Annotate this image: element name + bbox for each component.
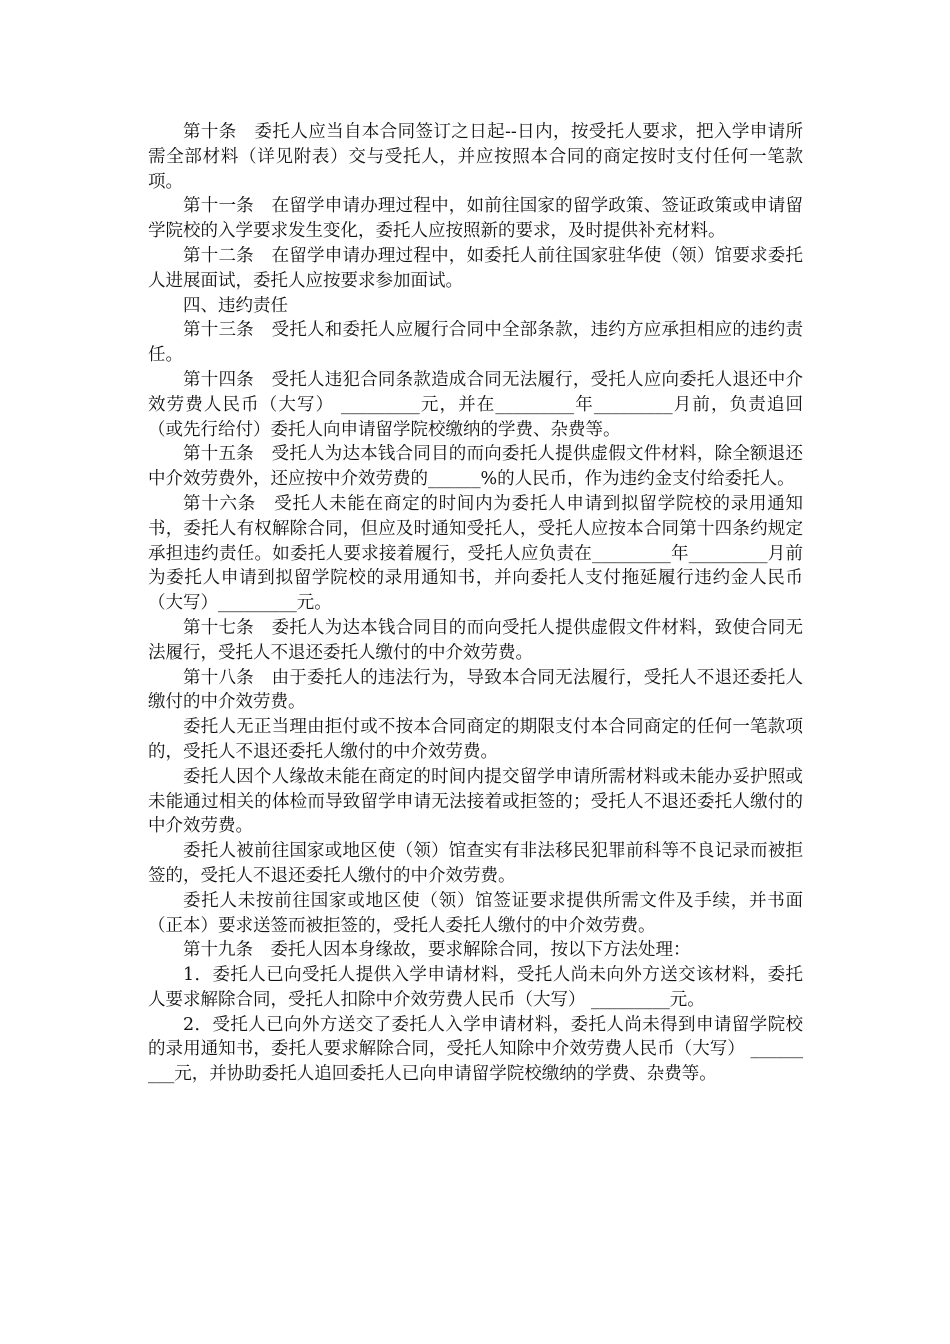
article-15: 第十五条 受托人为达本钱合同目的而向委托人提供虚假文件材料，除全额退还中介效劳费外，还应按中介效劳费的______%的人民币，作为违约金支付给委托人。 [148, 444, 803, 490]
article-12: 第十二条 在留学申请办理过程中，如委托人前往国家驻华使（领）馆要求委托人进展面试，委托人应按要求参加面试。 [148, 245, 803, 291]
article-18-clause-2: 委托人无正当理由拒付或不按本合同商定的期限支付本合同商定的任何一笔款项的，受托人不退还委托人缴付的中介效劳费。 [148, 717, 803, 762]
article-19: 第十九条 委托人因本身缘故，要求解除合同，按以下方法处理： [183, 940, 691, 961]
article-16: 第十六条 受托人未能在商定的时间内为委托人申请到拟留学院校的录用通知书，委托人有权解除合同，但应及时通知受托人，受托人应按本合同第十四条约规定承担违约责任。如委托人要求接着履行，受托人应负责在_________年_________月前为委托人申请到拟留学院校的录用通知书，并向委托人支付拖延履行违约金人民币（大写）_________元。 [148, 493, 803, 614]
article-18-clause-5: 委托人未按前往国家或地区使（领）馆签证要求提供所需文件及手续，并书面（正本）要求送签而被拒签的，受托人委托人缴付的中介效劳费。 [148, 890, 803, 936]
section-heading-breach-liability: 四、违约责任 [183, 295, 288, 316]
article-18: 第十八条 由于委托人的违法行为，导致本合同无法履行，受托人不退还委托人缴付的中介效劳费。 [148, 667, 803, 713]
article-18-clause-4: 委托人被前往国家或地区使（领）馆查实有非法移民犯罪前科等不良记录而被拒签的，受托人不退还委托人缴付的中介效劳费。 [148, 841, 803, 886]
article-19-item-1: 1．委托人已向受托人提供入学申请材料，受托人尚未向外方送交该材料，委托人要求解除合同，受托人扣除中介效劳费人民币（大写） _________元。 [148, 965, 803, 1010]
article-10: 第十条 委托人应当自本合同签订之日起--日内，按受托人要求，把入学申请所需全部材料（详见附表）交与受托人，并应按照本合同的商定按时支付任何一笔款项。 [148, 122, 803, 192]
article-18-clause-3: 委托人因个人缘故未能在商定的时间内提交留学申请所需材料或未能办妥护照或未能通过相关的体检而导致留学申请无法接着或拒签的；受托人不退还委托人缴付的中介效劳费。 [148, 766, 803, 837]
document-body [148, 120, 803, 1087]
article-13: 第十三条 受托人和委托人应履行合同中全部条款，违约方应承担相应的违约责任。 [148, 320, 803, 366]
article-14: 第十四条 受托人违犯合同条款造成合同无法履行，受托人应向委托人退还中介效劳费人民币（大写） _________元，并在_________年_________月前，负责追回（或先行给付）委托人向申请留学院校缴纳的学费、杂费等。 [148, 369, 803, 440]
article-19-item-2: 2．受托人已向外方送交了委托人入学申请材料，委托人尚未得到申请留学院校的录用通知书，委托人要求解除合同，受托人知除中介效劳费人民币（大写） _________元，并协助委托人追回委托人已向申请留学院校缴纳的学费、杂费等。 [148, 1014, 803, 1085]
article-17: 第十七条 委托人为达本钱合同目的而向受托人提供虚假文件材料，致使合同无法履行，受托人不退还委托人缴付的中介效劳费。 [148, 617, 803, 663]
article-11: 第十一条 在留学申请办理过程中，如前往国家的留学政策、签证政策或申请留学院校的入学要求发生变化，委托人应按照新的要求，及时提供补充材料。 [148, 196, 803, 242]
